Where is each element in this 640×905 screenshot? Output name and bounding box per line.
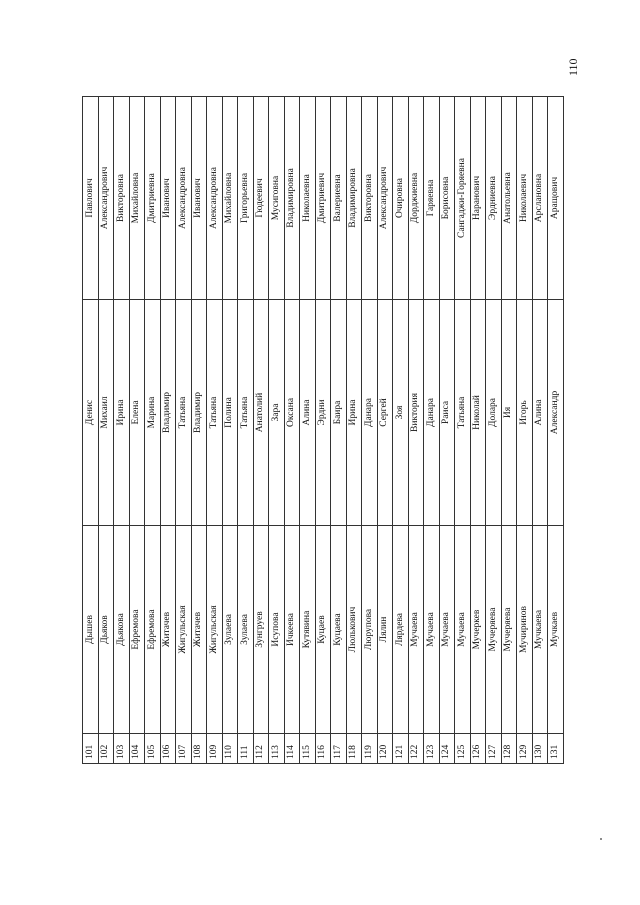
first-name-cell: Оксана xyxy=(284,300,300,526)
first-name-cell: Ирина xyxy=(114,300,130,526)
register-rows xyxy=(83,97,564,764)
patronymic-cell: Аращович xyxy=(548,97,564,300)
table-row xyxy=(408,97,424,764)
table-row xyxy=(501,97,517,764)
table-row xyxy=(300,97,316,764)
row-number: 106 xyxy=(160,734,176,764)
surname-cell: Куцаев xyxy=(315,526,331,734)
first-name-cell: Полина xyxy=(222,300,238,526)
table-row xyxy=(424,97,440,764)
table-row xyxy=(207,97,223,764)
first-name-cell: Николай xyxy=(470,300,486,526)
row-number: 124 xyxy=(439,734,455,764)
first-name-cell: Ия xyxy=(501,300,517,526)
row-number: 101 xyxy=(83,734,99,764)
table-row xyxy=(346,97,362,764)
row-number: 104 xyxy=(129,734,145,764)
table-row xyxy=(98,97,114,764)
surname-cell: Мучкаев xyxy=(548,526,564,734)
first-name-cell: Алина xyxy=(300,300,316,526)
table-row xyxy=(532,97,548,764)
patronymic-cell: Дмитриевна xyxy=(145,97,161,300)
first-name-cell: Раиса xyxy=(439,300,455,526)
patronymic-cell: Михайловна xyxy=(222,97,238,300)
first-name-cell: Зара xyxy=(269,300,285,526)
table-row xyxy=(331,97,347,764)
surname-cell: Мучеряева xyxy=(501,526,517,734)
patronymic-cell: Мусиговна xyxy=(269,97,285,300)
table-row xyxy=(455,97,471,764)
first-name-cell: Владимир xyxy=(160,300,176,526)
surname-cell: Мучкаева xyxy=(532,526,548,734)
first-name-cell: Марина xyxy=(145,300,161,526)
row-number: 111 xyxy=(238,734,254,764)
scan-speck xyxy=(600,838,602,840)
table-row xyxy=(439,97,455,764)
first-name-cell: Анатолий xyxy=(253,300,269,526)
patronymic-cell: Анатольевна xyxy=(501,97,517,300)
surname-cell: Лялин xyxy=(377,526,393,734)
row-number: 103 xyxy=(114,734,130,764)
first-name-cell: Алина xyxy=(532,300,548,526)
row-number: 119 xyxy=(362,734,378,764)
surname-cell: Мучаева xyxy=(408,526,424,734)
table-row xyxy=(362,97,378,764)
row-number: 115 xyxy=(300,734,316,764)
patronymic-cell: Николаевич xyxy=(517,97,533,300)
patronymic-cell: Гюдеевич xyxy=(253,97,269,300)
surname-cell: Житачев xyxy=(191,526,207,734)
row-number: 126 xyxy=(470,734,486,764)
patronymic-cell: Борисовна xyxy=(439,97,455,300)
first-name-cell: Долара xyxy=(486,300,502,526)
table-row xyxy=(191,97,207,764)
table-row xyxy=(486,97,502,764)
patronymic-cell: Александровна xyxy=(176,97,192,300)
row-number: 129 xyxy=(517,734,533,764)
row-number: 109 xyxy=(207,734,223,764)
table-row xyxy=(222,97,238,764)
patronymic-cell: Валериевна xyxy=(331,97,347,300)
surname-cell: Кутявина xyxy=(300,526,316,734)
first-name-cell: Елена xyxy=(129,300,145,526)
surname-cell: Исупова xyxy=(269,526,285,734)
surname-cell: Зулаева xyxy=(222,526,238,734)
first-name-cell: Зоя xyxy=(393,300,409,526)
surname-cell: Ефремова xyxy=(145,526,161,734)
surname-cell: Зунгруев xyxy=(253,526,269,734)
table-row xyxy=(145,97,161,764)
row-number: 113 xyxy=(269,734,285,764)
row-number: 110 xyxy=(222,734,238,764)
row-number: 114 xyxy=(284,734,300,764)
first-name-cell: Татьяна xyxy=(207,300,223,526)
row-number: 121 xyxy=(393,734,409,764)
surname-cell: Ефремова xyxy=(129,526,145,734)
row-number: 102 xyxy=(98,734,114,764)
patronymic-cell: Александрович xyxy=(98,97,114,300)
surname-cell: Мучеркев xyxy=(470,526,486,734)
first-name-cell: Данара xyxy=(362,300,378,526)
first-name-cell: Татьяна xyxy=(238,300,254,526)
table-row xyxy=(284,97,300,764)
first-name-cell: Татьяна xyxy=(455,300,471,526)
patronymic-cell: Дмитриевич xyxy=(315,97,331,300)
table-row xyxy=(517,97,533,764)
patronymic-cell: Владимировна xyxy=(346,97,362,300)
table-row xyxy=(269,97,285,764)
surname-cell: Житачев xyxy=(160,526,176,734)
patronymic-cell: Иванович xyxy=(191,97,207,300)
surname-cell: Ичкеева xyxy=(284,526,300,734)
row-number: 112 xyxy=(253,734,269,764)
patronymic-cell: Викторовна xyxy=(114,97,130,300)
row-number: 127 xyxy=(486,734,502,764)
rotated-page xyxy=(82,97,567,764)
patronymic-cell: Иванович xyxy=(160,97,176,300)
patronymic-cell: Александрович xyxy=(377,97,393,300)
surname-cell: Дьяков xyxy=(98,526,114,734)
surname-cell: Дьякова xyxy=(114,526,130,734)
first-name-cell: Михаил xyxy=(98,300,114,526)
surname-cell: Мучаева xyxy=(439,526,455,734)
patronymic-cell: Викторовна xyxy=(362,97,378,300)
first-name-cell: Виктория xyxy=(408,300,424,526)
surname-cell: Люрупова xyxy=(362,526,378,734)
patronymic-cell: Наранович xyxy=(470,97,486,300)
patronymic-cell: Арслановна xyxy=(532,97,548,300)
patronymic-cell: Павлович xyxy=(83,97,99,300)
row-number: 128 xyxy=(501,734,517,764)
surname-cell: Куцаева xyxy=(331,526,347,734)
surname-cell: Мучиринов xyxy=(517,526,533,734)
row-number: 120 xyxy=(377,734,393,764)
surname-cell: Дышев xyxy=(83,526,99,734)
row-number: 125 xyxy=(455,734,471,764)
patronymic-cell: Владимировна xyxy=(284,97,300,300)
first-name-cell: Эрдни xyxy=(315,300,331,526)
table-row xyxy=(238,97,254,764)
table-row xyxy=(114,97,130,764)
surname-cell: Жигульская xyxy=(176,526,192,734)
patronymic-cell: Михайловна xyxy=(129,97,145,300)
row-number: 123 xyxy=(424,734,440,764)
patronymic-cell: Гаряевна xyxy=(424,97,440,300)
surname-cell: Лярдева xyxy=(393,526,409,734)
patronymic-cell: Сангаджи-Горяевна xyxy=(455,97,471,300)
register-table xyxy=(82,96,564,764)
table-row xyxy=(253,97,269,764)
row-number: 105 xyxy=(145,734,161,764)
row-number: 131 xyxy=(548,734,564,764)
first-name-cell: Владимир xyxy=(191,300,207,526)
first-name-cell: Игорь xyxy=(517,300,533,526)
table-row xyxy=(176,97,192,764)
row-number: 117 xyxy=(331,734,347,764)
row-number: 118 xyxy=(346,734,362,764)
table-row xyxy=(393,97,409,764)
page-number: 110 xyxy=(566,58,580,76)
first-name-cell: Денис xyxy=(83,300,99,526)
first-name-cell: Сергей xyxy=(377,300,393,526)
first-name-cell: Баира xyxy=(331,300,347,526)
patronymic-cell: Григорьевна xyxy=(238,97,254,300)
patronymic-cell: Очировна xyxy=(393,97,409,300)
table-row xyxy=(129,97,145,764)
row-number: 107 xyxy=(176,734,192,764)
surname-cell: Мучеряева xyxy=(486,526,502,734)
surname-cell: Люлькович xyxy=(346,526,362,734)
surname-cell: Жигульская xyxy=(207,526,223,734)
table-row xyxy=(160,97,176,764)
table-row xyxy=(377,97,393,764)
table-row xyxy=(548,97,564,764)
table-row xyxy=(470,97,486,764)
first-name-cell: Данара xyxy=(424,300,440,526)
surname-cell: Мучаева xyxy=(424,526,440,734)
row-number: 116 xyxy=(315,734,331,764)
row-number: 108 xyxy=(191,734,207,764)
surname-cell: Зулаева xyxy=(238,526,254,734)
first-name-cell: Александр xyxy=(548,300,564,526)
row-number: 122 xyxy=(408,734,424,764)
table-row xyxy=(315,97,331,764)
patronymic-cell: Николаевна xyxy=(300,97,316,300)
first-name-cell: Ирина xyxy=(346,300,362,526)
surname-cell: Мучаева xyxy=(455,526,471,734)
first-name-cell: Татьяна xyxy=(176,300,192,526)
table-row xyxy=(83,97,99,764)
patronymic-cell: Александровна xyxy=(207,97,223,300)
patronymic-cell: Дорджиевна xyxy=(408,97,424,300)
row-number: 130 xyxy=(532,734,548,764)
patronymic-cell: Эрдниевна xyxy=(486,97,502,300)
